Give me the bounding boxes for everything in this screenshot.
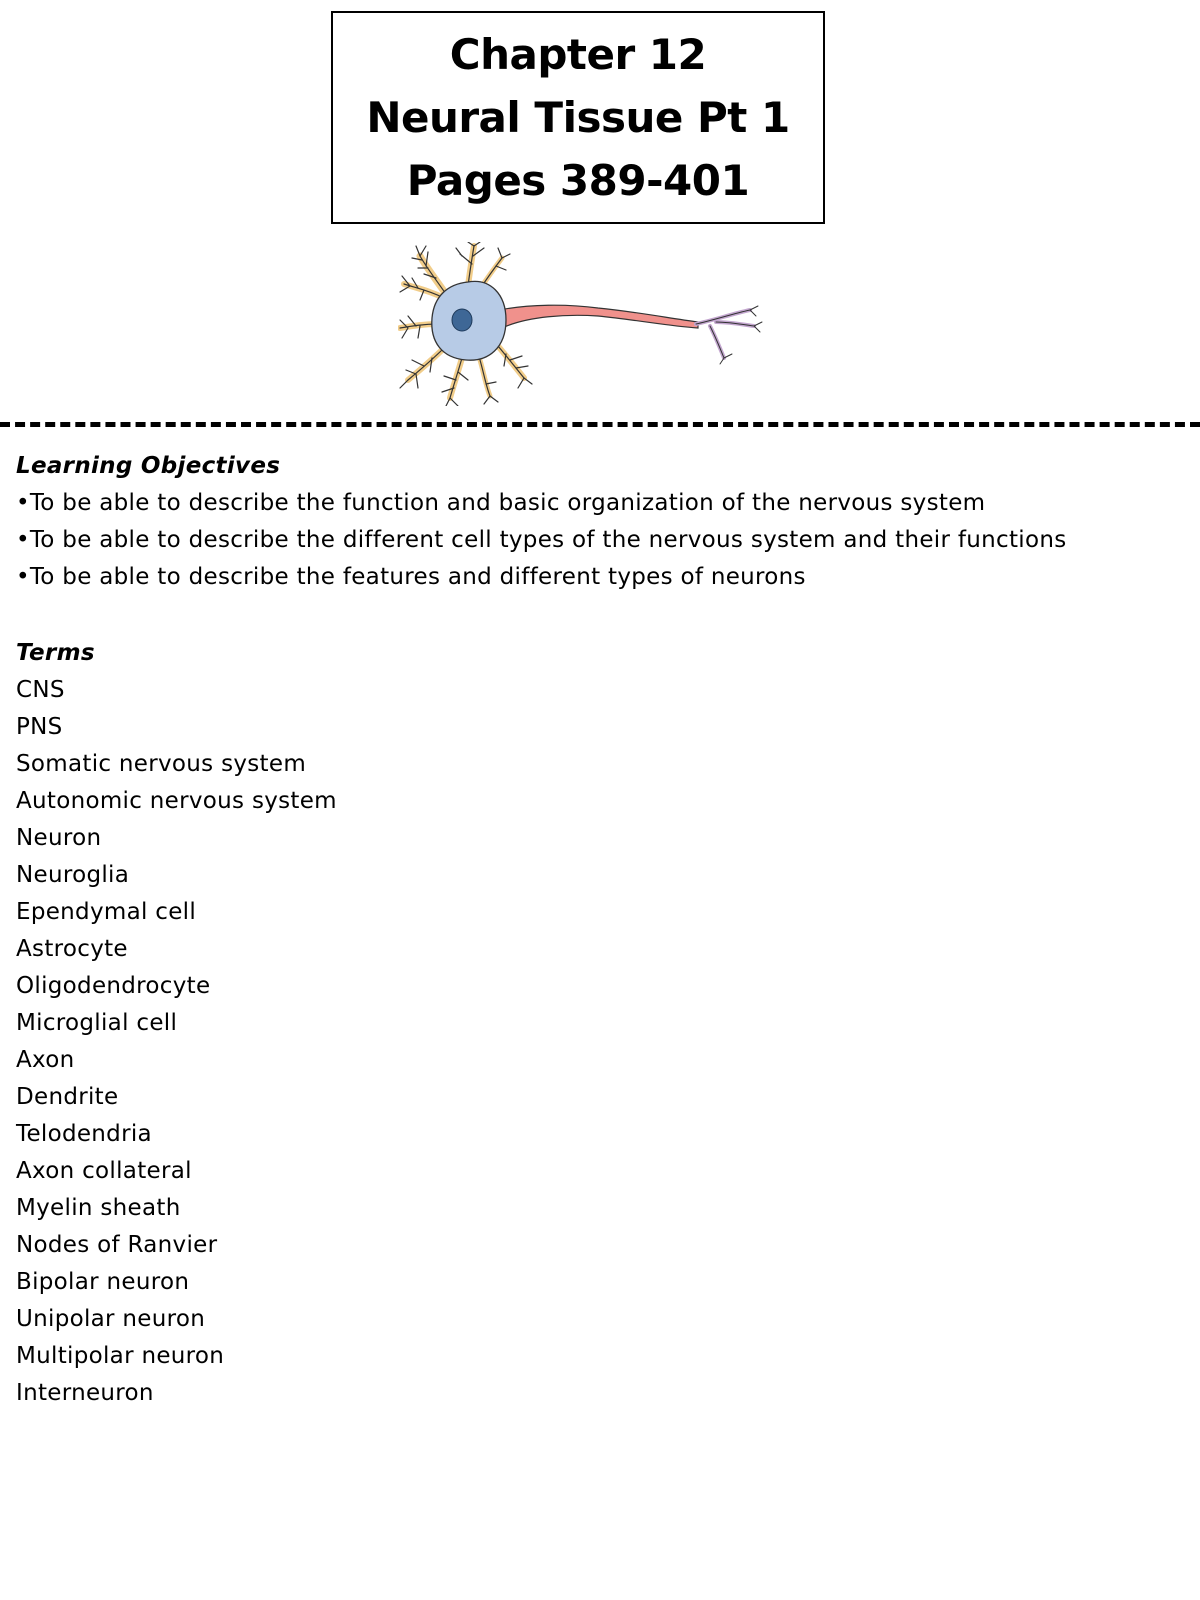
term-item: Neuron [16,825,102,851]
cell-body [432,281,506,360]
term-item: Neuroglia [16,862,130,888]
chapter-number: Chapter 12 [449,30,707,79]
term-item: PNS [16,714,63,740]
term-item: Interneuron [16,1380,154,1406]
term-item: Ependymal cell [16,899,197,925]
term-item: Nodes of Ranvier [16,1232,218,1258]
term-item: Microglial cell [16,1010,178,1036]
term-item: Axon collateral [16,1158,192,1184]
nucleus [452,309,472,331]
term-item: Dendrite [16,1084,119,1110]
term-item: CNS [16,677,65,703]
chapter-topic: Neural Tissue Pt 1 [366,93,790,142]
terms-section [16,635,337,1412]
telodendria [696,306,762,364]
objective-item: •To be able to describe the function and basic organization of the nervous system [16,490,986,516]
terms-heading: Terms [16,640,95,666]
term-item: Unipolar neuron [16,1306,206,1332]
term-item: Bipolar neuron [16,1269,190,1295]
term-item: Axon [16,1047,75,1073]
term-item: Telodendria [16,1121,152,1147]
term-item: Autonomic nervous system [16,788,337,814]
learning-objectives-heading: Learning Objectives [16,453,281,479]
objective-item: •To be able to describe the features and different types of neurons [16,564,806,590]
axon [500,305,698,328]
term-item: Oligodendrocyte [16,973,211,999]
objective-item: •To be able to describe the different cell types of the nervous system and their functions [16,527,1067,553]
learning-objectives-section [16,448,1067,596]
term-item: Astrocyte [16,936,128,962]
term-item: Somatic nervous system [16,751,307,777]
chapter-title-box [331,11,825,224]
term-item: Multipolar neuron [16,1343,225,1369]
neuron-illustration [398,242,768,406]
page-range: Pages 389-401 [406,156,750,205]
term-item: Myelin sheath [16,1195,181,1221]
section-divider [0,422,1200,427]
